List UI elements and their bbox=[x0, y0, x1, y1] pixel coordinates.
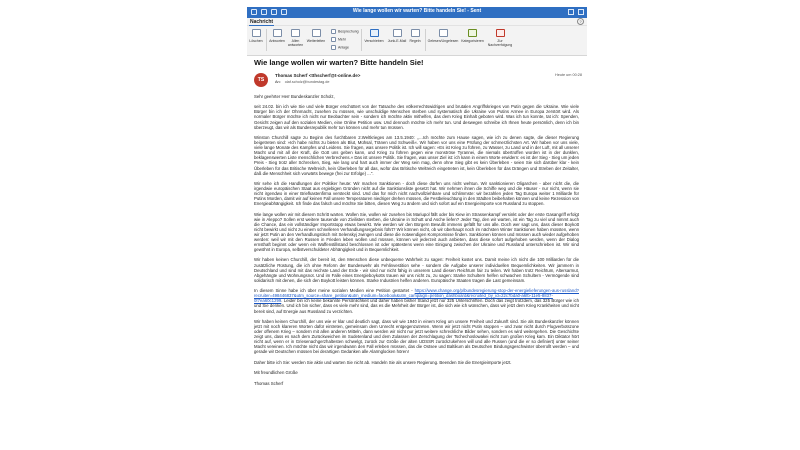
petition-text: . Leider bin ich keine bekannte Persönlichkeit und daher haben bisher Stand jetzt nur 325 Unterschriften. Doch das zeigt trotzdem, das 325 Bürger wie ich und Sie denken. Und ich bin sicher, dass es viele mehr sind, das es die Mehrheit der Bürger ist, die sich wie ich wünschen, dass wir jetzt dem Krieg Krankheiten und nicht bereit sind, auf Energie aus Russland zu verzichten. bbox=[254, 298, 579, 314]
trash-icon bbox=[252, 29, 261, 37]
petition-link[interactable]: https://www.change.org/p/bundesregierung-stop-der-energielieferungen-aus-russland?recruiter=498446837&utm_source=share_petition&utm_medium=facebook&utm_campaign=petition_dashboard&recruited_by_id=22c7bda0-a6fb-11e5-8837-0f7ea60c1299 bbox=[254, 288, 579, 304]
avatar: TS bbox=[254, 73, 268, 87]
paragraph: Wir haben keinen Churchill, der bereit ist, den Menschen diese unbequeme Wahrheit zu sagen: Freiheit kostet uns. Damit meine ich nicht die 100 Milliarden für die zusätzliche Rüstung, die ich ohne Reform der Bundeswehr als Fehlinvestition sehe - sondern die Aufgabe unserer individuellen Bequemlichkeiten. Wir jammern in Deutschland und sind mit das reichste Land der Erde - wir sind nur nicht fähig in unserem Land diesen Reichtum fair zu teilen. Wir haben trotz Reichtum, Altersarmut, Abgehängte und Wohnungsnot. Und im Falle eines Energieboykotts trauen wir uns nicht zu, zu sagen: Starke Schultern helfen schwachen Schultern - Vermögende sind solidarisch mit denen, die sich den Boykott leisten können. Starke Industrien helfen anderen. Europäische Staaten tragen die Last gemeinsam. bbox=[254, 257, 579, 283]
mail-window bbox=[247, 7, 587, 447]
recipient[interactable]: olaf.scholz@bundestag.de bbox=[284, 80, 330, 84]
category-icon bbox=[468, 29, 477, 37]
read-unread-button[interactable] bbox=[427, 29, 459, 43]
greeting: Sehr geehrter Herr Bundeskanzler Scholz, bbox=[254, 94, 335, 99]
read-unread-label: Gelesen/Ungelesen bbox=[427, 39, 459, 43]
paragraph: Daher bitte ich Sie: werden Sie aktiv und warten Sie nicht ab. Handeln Sie als unsere Regierung. Beenden Sie die Energieimporte jetzt. bbox=[254, 359, 512, 365]
paperclip-icon bbox=[331, 45, 336, 50]
envelope-icon bbox=[439, 29, 448, 37]
folder-move-icon bbox=[370, 29, 379, 37]
delete-label: Löschen bbox=[249, 39, 263, 43]
minimize-icon[interactable] bbox=[568, 9, 574, 15]
ribbon-tabs bbox=[247, 18, 587, 26]
rules-button[interactable] bbox=[408, 29, 422, 43]
message-subject: Wie lange wollen wir warten? Bitte handeln Sie! bbox=[254, 58, 424, 67]
rules-icon bbox=[411, 29, 420, 37]
move-label: Verschieben bbox=[364, 39, 384, 43]
petition-paragraph bbox=[254, 288, 579, 313]
reply-all-button[interactable] bbox=[287, 29, 304, 47]
sender[interactable]: Thomas Scherf <tthscherf@t-online.de> bbox=[275, 73, 361, 78]
reply-button[interactable] bbox=[268, 29, 286, 43]
maximize-icon[interactable] bbox=[578, 9, 584, 15]
meeting-label: Besprechung bbox=[338, 29, 359, 34]
followup-button[interactable] bbox=[486, 29, 514, 47]
message-body bbox=[254, 94, 579, 391]
reply-icon bbox=[273, 29, 282, 37]
ribbon-divider bbox=[425, 29, 426, 51]
forward-button[interactable] bbox=[305, 29, 327, 43]
more-icon bbox=[331, 37, 336, 42]
window-controls bbox=[568, 9, 584, 15]
to-label: An: bbox=[275, 80, 281, 84]
reply-all-label: Allen antworten bbox=[287, 39, 304, 47]
more-label: Mehr bbox=[338, 37, 346, 42]
recipient-line bbox=[275, 80, 330, 84]
closing: Mit freundlichen Grüße bbox=[254, 369, 298, 375]
paragraph: Wir haben keinen Churchill, der uns wie er klar und deutlich sagt, dass wir wie 1940 in einem Krieg um unsere Freiheit und Zukunft sind. Sie als Bundeskanzler können jetzt mit noch klareren Worten dafür eintreten, gemeinsam dem Unrecht entgegenzutreten. Wenn wir jetzt nicht Putin stoppen – und zwar nicht durch Flugverbotszone oder offenem Krieg – sondern mit allen anderen Mitteln, dann werden wir nicht nur jetzt weitere schreckliche Bilder sehen, sondern es wird weitergehen. Die Geschichte zeigt uns, dass es nach dem Zurückweichen im Sudetenland und dem Zulassen der Zerschlagung der Tschechoslowakei nicht zum großen Krieg kam. Ein Diktator hört nicht auf, wenn er in Griesenachgerzhaltesten schwelgt, zurück zur Größe der alten UDSSR zurückzukehren will und alle Russen (und die er so definiert) unter seiner Macht vereinen. Ich möchte nicht das wir irgendwann den Fall erleben müssen, das die Ostsee und Baltikum als Deutschen Bindungsgeschwister überrollt werden – und gerade wir Deutschen müssen bei derartigen Gedanken alle Alarmglocken hören! bbox=[254, 318, 579, 355]
rules-label: Regeln bbox=[409, 39, 421, 43]
attachment-button[interactable] bbox=[331, 45, 361, 50]
ribbon bbox=[247, 26, 587, 56]
title-bar bbox=[247, 7, 587, 18]
followup-label: Zur Nachverfolgung bbox=[487, 39, 513, 47]
paragraph: seit 24.02. bin ich wie Sie und viele Bürger erschüttert von der Tatsache des völkerrechtswidrigen und brutalen Angriffskrieges von Putin gegen die Ukraine. Wie viele Bürger bin ich der Ohnmacht, zusehen zu müssen, wie unschuldige Menschen sterben und systematisch die Ukraine von Putins Armee in Europa zerstört wird. Als normaler Bürger möchte ich nicht nur Beobachter sein - sondern ich möchte aktiv mithelfen, das dem Krieg Einhalt geboten wird. Was ich tun konnte, tat ich: Spenden, Gesicht zeigen auf den sozialen Medien, eine Online Petition usw. Und dennoch möchte ich mehr tun. Und deswegen schreibe ich Ihnen heute persönlich, denn ich bin überzeugt, das wir als Bundesrepublik mehr tun können und mehr tun müssen. bbox=[254, 104, 579, 130]
reply-label: Antworten bbox=[269, 39, 285, 43]
paragraph: Winston Churchill sagte zu Beginn des furchtbaren 2.Weltkrieges am 13.5.1940: ,,...Ich möchte zum Hause sagen, wie ich zu denen sagte, die dieser Regierung beigetreten sind: »Ich habe nichts zu bieten als Blut, Mühsal, Tränen und Schweiß«. Wir haben vor uns eine Prüfung der schmerzlichsten Art. Wir haben vor uns viele, viele lange Monate des Kampfes und Leidens. Sie fragen, was unsere Politik ist. Ich will sagen: »Es ist Krieg zu führen, zu Wasser, zu Land und in der Luft, mit all unserer Macht und mit all der Kraft, die Gott uns geben kann, und Krieg zu führen gegen eine monströse Tyrannei, die niemals übertroffen worden ist in der dunklen, beklagenswerten Liste menschlichen Verbrechens.« Das ist unsere Politik. Sie fragen, was unser Ziel ist: ich kann in einem Worte erwidern: es ist der Sieg - Sieg um jeden Preis - Sieg trotz aller Schrecken, Sieg, wie lang und hart auch immer der Weg sein mag, denn ohne Sieg gibt es kein Überleben - seien Sie sich darüber klar - kein Überleben für das Britische Weltreich, kein Überleben für all das, wofür das Britische Weltreich eingetreten ist, kein Überleben für das Drängen und Streben der Zeitalter, daß die Menschheit sich vorwärts bewege (frei zur Erfolge) ...''. bbox=[254, 134, 579, 176]
help-icon[interactable]: ? bbox=[577, 18, 584, 25]
meeting-button[interactable] bbox=[331, 29, 361, 34]
ribbon-divider bbox=[266, 29, 267, 51]
delete-button[interactable] bbox=[249, 29, 263, 43]
paragraph: Wir sehe ich die Handlungen der Politiker heute: Wir machen Sanktionen - doch diese dürfen uns nicht wehtun. Wir sanktionieren Oligarchen - aber nicht die, die irgendwie europäischen Staat aus ergiebigen Gründen nicht auf die Sanktionsliste gesetzt hat. Wir nehmen ihnen die Schiffe weg und die Häuser - nur nicht, wenn sie nicht irgendwo in einer Briefkastenfirma versteckt sind. Und das für mich nicht nachvollziehbare und schlimmste: wir bezahlen jeden Tag Europa weiter 1 Milliarde für Putins Morden, damit wir auf keinen Fall unsere Temperaturen niedriger drehen müssen, die Festbeleuchtung in den Städten beibehalten können und keine Rezession von Energieabhängigkeit. Ich finde das falsch und möchte Sie bitten, diesen Weg zu ändern und sich sofort auf ein Energieimporte von Russland zu stoppen. bbox=[254, 180, 580, 207]
window-title: Wie lange wollen wir warten? Bitte handeln Sie! - Sent bbox=[352, 8, 482, 14]
move-button[interactable] bbox=[363, 29, 385, 43]
message-date: Heute um 00:28 bbox=[554, 73, 582, 77]
signature: Thomas Scherf bbox=[254, 381, 284, 386]
categorize-label: Kategorisieren bbox=[461, 39, 484, 43]
junk-icon bbox=[393, 29, 402, 37]
more-button[interactable] bbox=[331, 37, 361, 42]
ribbon-divider bbox=[361, 29, 362, 51]
categorize-button[interactable] bbox=[460, 29, 485, 43]
flag-icon bbox=[496, 29, 505, 37]
forward-icon bbox=[312, 29, 321, 37]
paragraph: Wie lange wollen wir mit diesem Schritt warten. Wollen Sie, wollen wir zusehen bis Mariupol fällt oder bis Kiew im Strassenkampf versinkt oder der erste Gasangriff erfolgt wie in Aleppo? Sollen erst weitere tausende von Zivilisten sterben, die Ukraine in Schutt und Asche liefen? Jeder Tag, den wir warten, ist ein Tag zu viel und nimmt auch die Chance, das ein vollständiger Importstopp etwas bewirkt. Wie werden wir den Bürgern Bewußt immens gefällt für uns alle. Doch wer sagt uns, dass dieser Boykott nicht bewirkt und nicht zu einem schnelleren Verhandlungsergebnis führt? Wir können nicht, ob wir überhaupt noch im nächsten Winter Sanktionen haben müssten, wenn wir jetzt Putin an den Verhandlungstisch mit Selenskyj zwingen und diese die notwendigen Kompromisse finden. Sanktionen können und müssen auch wieder aufgehoben werden: weil wir mit den Russen in Frieden leben wollen und müssen, können wir jederzeit auch anbieten, dass diese sofort aufgehoben werden, wenn der Dialog ernsthaft beginnt oder wenn ein Waffenstillstand beschlossen ist oder spätestens wenn eine Einigung zwischen der Ukraine und Russland unterschrieben ist. Wir sind gewöhnt in Europa, selbstverschuldeter Abhängigkeit und in Bequemlichkeit. bbox=[254, 211, 579, 253]
message-header bbox=[247, 56, 587, 89]
junk-label: Junk-E-Mail bbox=[387, 39, 407, 43]
attachment-label: Anlage bbox=[338, 45, 349, 50]
reply-all-icon bbox=[291, 29, 300, 37]
junk-button[interactable] bbox=[386, 29, 408, 43]
calendar-icon bbox=[331, 29, 336, 34]
tab-nachricht[interactable]: Nachricht bbox=[250, 19, 274, 25]
forward-label: Weiterleiten bbox=[306, 39, 326, 43]
petition-intro: In diesem Sinne habe ich über meine sozialen Medien eine Petition gestartet - bbox=[254, 288, 415, 294]
